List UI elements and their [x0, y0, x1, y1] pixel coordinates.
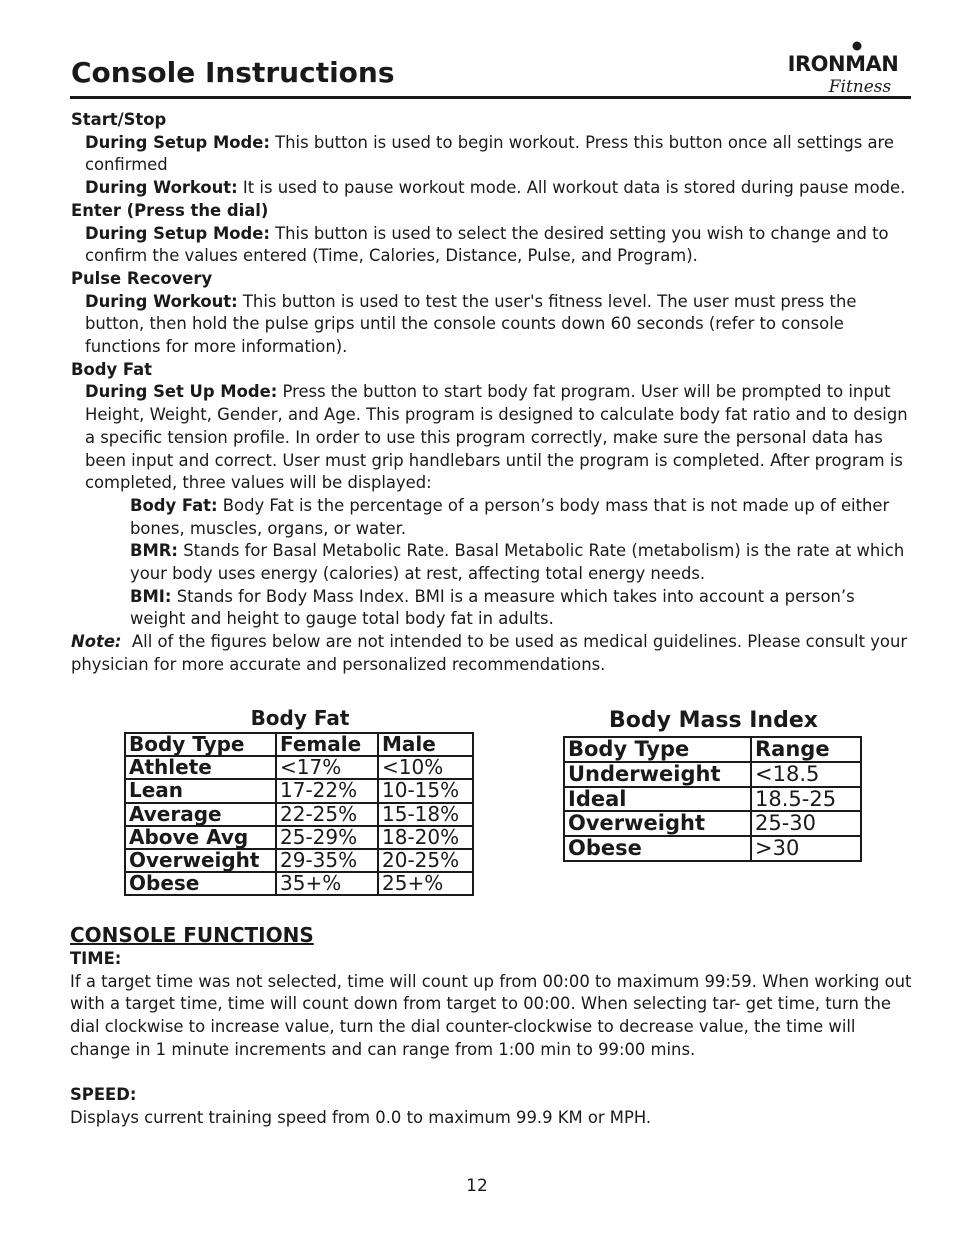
table-cell: Underweight [564, 762, 751, 787]
subitem-paragraph: BMR: Stands for Basal Metabolic Rate. Basal Metabolic Rate (metabolism) is the rate at which your body uses energy (calories) at rest, affecting total energy needs. [130, 541, 905, 584]
speed-paragraph: Displays current training speed from 0.0 to maximum 99.9 KM or MPH. [70, 1107, 652, 1127]
table-row [125, 872, 473, 895]
table-cell: 22-25% [276, 803, 378, 826]
table-cell: Athlete [125, 756, 276, 779]
table-header-cell: Body Type [564, 737, 751, 762]
logo-word-fitness: Fitness [828, 77, 892, 96]
header-rule [70, 96, 911, 99]
table-cell: 18.5-25 [751, 787, 861, 812]
table-cell: 15-18% [378, 803, 473, 826]
table-row [564, 811, 861, 836]
table-row [564, 787, 861, 812]
table-header-cell: Range [751, 737, 861, 762]
table-cell: <17% [276, 756, 378, 779]
table-row [125, 849, 473, 872]
table-cell: 10-15% [378, 779, 473, 802]
instruction-paragraph: During Setup Mode: This button is used to select the desired setting you wish to change and to confirm the values entered (Time, Calories, Distance, Pulse, and Program). [85, 223, 889, 266]
instructions-body [71, 109, 913, 677]
page-title: Console Instructions [71, 56, 395, 89]
instruction-paragraph: During Workout: It is used to pause workout mode. All workout data is stored during pause mode. [85, 178, 906, 198]
table-cell: 35+% [276, 872, 378, 895]
table-cell: Overweight [564, 811, 751, 836]
section-heading-start-stop: Start/Stop [71, 110, 167, 129]
instruction-paragraph: During Workout: This button is used to test the user's fitness level. The user must press the button, then hold the pulse grips until the console counts down 60 seconds (refer to console functions for more information). [85, 291, 857, 357]
time-paragraph: If a target time was not selected, time will count up from 00:00 to maximum 99:59. When working out with a target time, time will count down from target to 00:00. When selecting tar- get time, turn the dial clockwise to increase value, turn the dial counter-clockwise to decrease value, the time will change in 1 minute increments and can range from 1:00 min to 99:00 mins. [70, 971, 912, 1059]
table-row [125, 779, 473, 802]
ironman-fitness-logo [772, 40, 914, 96]
bmi-table [563, 736, 862, 862]
table-cell: 29-35% [276, 849, 378, 872]
table-row [564, 762, 861, 787]
table-header-row [125, 733, 473, 756]
logo-word-ironman: IRONMAN [787, 52, 899, 76]
table-cell: <10% [378, 756, 473, 779]
table-cell: 20-25% [378, 849, 473, 872]
bmi-table-caption: Body Mass Index [609, 708, 818, 733]
table-cell: 18-20% [378, 826, 473, 849]
console-functions-section [70, 922, 912, 1130]
table-header-cell: Body Type [125, 733, 276, 756]
table-cell: <18.5 [751, 762, 861, 787]
table-cell: 25+% [378, 872, 473, 895]
table-cell: >30 [751, 836, 861, 861]
subitem-paragraph: Body Fat: Body Fat is the percentage of a person’s body mass that is not made up of either bones, muscles, organs, or water. [130, 495, 890, 538]
table-cell: Above Avg [125, 826, 276, 849]
speed-heading: SPEED: [70, 1085, 137, 1105]
section-heading-pulse-recovery: Pulse Recovery [71, 268, 213, 288]
body-fat-table [124, 732, 474, 896]
table-cell: Obese [125, 872, 276, 895]
table-cell: 25-30 [751, 811, 861, 836]
console-functions-heading: CONSOLE FUNCTIONS [70, 923, 314, 947]
table-cell: Overweight [125, 849, 276, 872]
table-cell: 17-22% [276, 779, 378, 802]
time-heading: TIME: [70, 949, 122, 968]
table-cell: Average [125, 803, 276, 826]
body-fat-table-caption: Body Fat [250, 706, 350, 730]
table-row [125, 826, 473, 849]
instruction-paragraph: During Set Up Mode: Press the button to start body fat program. User will be prompted to input Height, Weight, Gender, and Age. This program is designed to calculate body fat ratio and to design a specific tension profile. In order to use this program correctly, make sure the personal data has been input and correct. User must grip handlebars until the program is completed. After program is completed, three values will be displayed: [85, 382, 908, 493]
instruction-paragraph: During Setup Mode: This button is used to begin workout. Press this button once all settings are confirmed [85, 132, 895, 175]
spacer [70, 1062, 912, 1085]
table-header-cell: Male [378, 733, 473, 756]
section-heading-body-fat: Body Fat [71, 359, 153, 379]
section-heading-enter: Enter (Press the dial) [71, 200, 269, 220]
table-row [125, 803, 473, 826]
table-row [564, 836, 861, 861]
table-cell: Obese [564, 836, 751, 861]
logo-dot [853, 42, 862, 51]
table-cell: Lean [125, 779, 276, 802]
table-header-row [564, 737, 861, 762]
table-header-cell: Female [276, 733, 378, 756]
note-paragraph: Note: All of the figures below are not intended to be used as medical guidelines. Please consult your physician for more accurate and personalized recommendations. [71, 632, 908, 674]
page-number: 12 [466, 1176, 488, 1196]
table-cell: Ideal [564, 787, 751, 812]
subitem-paragraph: BMI: Stands for Body Mass Index. BMI is a measure which takes into account a person’s weight and height to gauge total body fat in adults. [130, 586, 855, 629]
table-cell: 25-29% [276, 826, 378, 849]
table-row [125, 756, 473, 779]
